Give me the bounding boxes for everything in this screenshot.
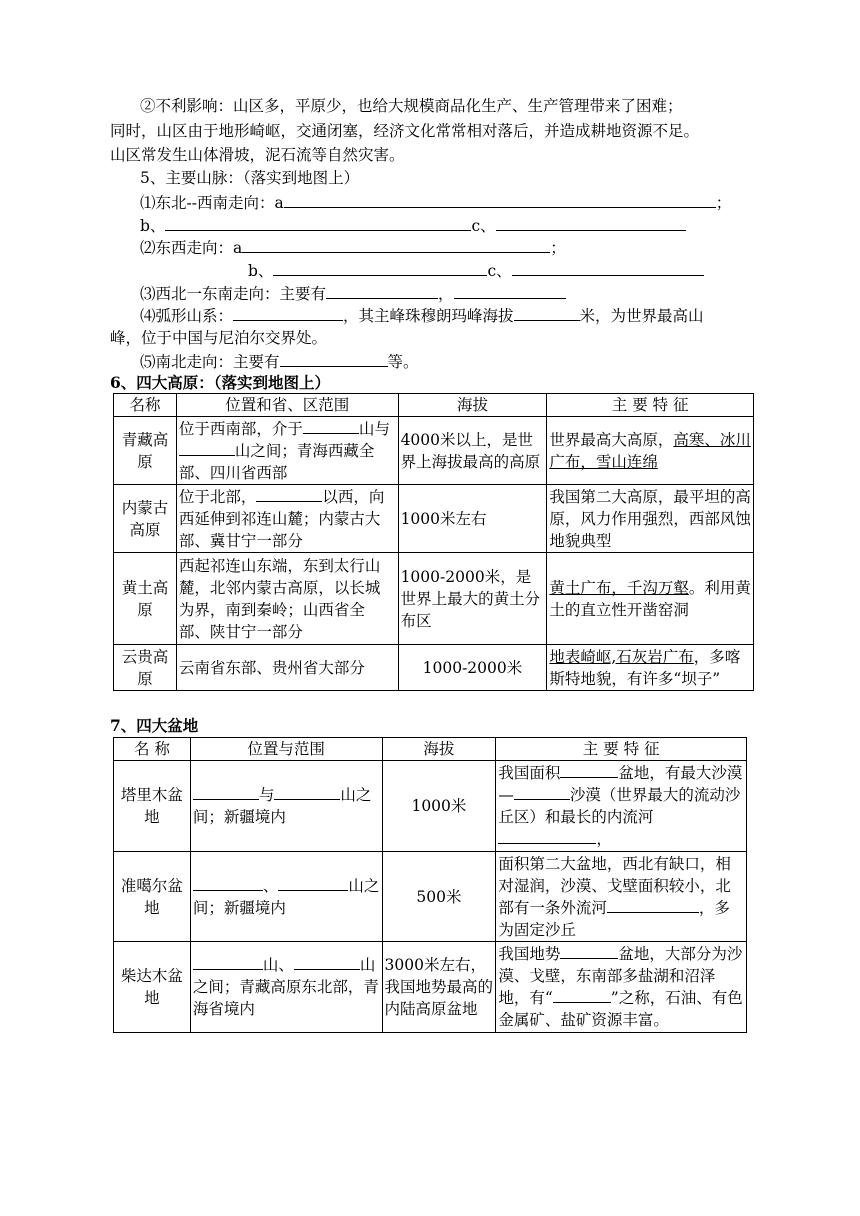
section-5-title: 5、主要山脉：（落实到地图上） (140, 169, 360, 187)
blank-field[interactable] (193, 875, 263, 891)
intro-line-3: 山区常发生山体滑坡，泥石流等自然灾害。 (110, 146, 405, 164)
ne-sw-line-2 (140, 214, 686, 237)
basin-altitude: 3000米左右，我国地势最高的内陆高原盆地 (382, 942, 496, 1033)
plateau-position: 云南省东部、贵州省大部分 (176, 645, 398, 691)
plateau-altitude: 1000-2000米，是世界上最大的黄土分布区 (398, 553, 547, 645)
basin-position: 、 山之间；新疆境内 (190, 852, 382, 942)
blank-field[interactable] (242, 236, 550, 253)
blank-field[interactable] (514, 784, 570, 800)
blank-field[interactable] (496, 214, 686, 231)
plateau-altitude: 1000-2000米 (398, 645, 547, 691)
basin-position: 与 山之间；新疆境内 (190, 761, 382, 852)
intro-line-2: 同时，山区由于地形崎岖，交通闭塞，经济文化常常相对落后，并造成耕地资源不足。 (110, 122, 700, 140)
header-altitude: 海拔 (382, 738, 496, 761)
blank-field[interactable] (193, 954, 263, 970)
header-name: 名称 (114, 394, 177, 417)
header-altitude: 海拔 (398, 394, 547, 417)
basin-position: 山、 山之间；青藏高原东北部，青海省境内 (190, 942, 382, 1033)
ne-sw-label: ⑴东北--西南走向：a (140, 194, 284, 212)
nw-se-label: ⑶西北一东南走向：主要有 (140, 285, 327, 303)
blank-field[interactable] (560, 762, 618, 778)
label-b: b、 (248, 262, 274, 280)
ew-line (140, 236, 566, 259)
blank-field[interactable] (256, 486, 322, 502)
plateau-features: 我国第二大高原，最平坦的高原，风力作用强烈，西部风蚀地貌典型 (547, 485, 754, 553)
arc-label: ⑷弧形山系： (140, 307, 234, 325)
nw-se-line (140, 282, 566, 305)
blank-field[interactable] (294, 954, 360, 970)
comma: ， (438, 285, 454, 303)
header-features: 主 要 特 征 (496, 738, 747, 761)
blank-field[interactable] (284, 191, 716, 208)
blank-field[interactable] (165, 214, 471, 231)
blank-field[interactable] (512, 259, 704, 276)
label-b: b、 (140, 217, 166, 235)
table-row (114, 485, 754, 553)
ns-line (140, 350, 419, 373)
basin-altitude: 500米 (382, 852, 496, 942)
blank-field[interactable] (553, 987, 611, 1003)
basin-altitude: 1000米 (382, 761, 496, 852)
blank-field[interactable] (303, 418, 359, 434)
plateau-name: 黄土高原 (114, 553, 177, 645)
blank-field[interactable] (278, 875, 348, 891)
ew-label: ⑵东西走向：a (140, 239, 243, 257)
ns-label: ⑸南北走向：主要有 (140, 353, 280, 371)
semicolon: ； (715, 194, 732, 212)
table-row (114, 553, 754, 645)
basin-name: 柴达木盆地 (114, 942, 191, 1033)
arc-end: 米，为世界最高山 (579, 307, 704, 325)
basin-features: 我国地势 盆地，大部分为沙漠、戈壁，东南部多盐湖和沼泽地，有“ ”之称，石油、有色金属矿、盐矿资源丰富。 (496, 942, 747, 1033)
table-row (114, 942, 747, 1033)
table-row (114, 417, 754, 485)
label-c: c、 (487, 262, 512, 280)
blank-field[interactable] (514, 304, 580, 321)
blank-field[interactable] (326, 282, 438, 299)
blank-field[interactable] (233, 304, 343, 321)
plateau-name: 青藏高原 (114, 417, 177, 485)
section-7-title: 7、四大盆地 (110, 716, 199, 735)
plateau-position: 位于北部， 以西，向西延伸到祁连山麓；内蒙古大部、冀甘宁一部分 (176, 485, 398, 553)
header-position: 位置与范围 (190, 738, 382, 761)
ne-sw-line (140, 191, 731, 214)
plateau-features: 黄土广布，千沟万壑。利用黄土的直立性开凿窑洞 (547, 553, 754, 645)
plateau-features: 地表崎岖,石灰岩广布，多喀斯特地貌，有许多“坝子” (547, 645, 754, 691)
basin-features: 面积第二大盆地，西北有缺口，相对湿润，沙漠、戈壁面积较小，北部有一条外流河 ，多为固定沙丘 (496, 852, 747, 942)
ew-line-2 (248, 259, 704, 282)
blank-field[interactable] (280, 350, 388, 367)
basin-name: 塔里木盆地 (114, 761, 191, 852)
intro-line-1: ②不利影响：山区多，平原少，也给大规模商品化生产、生产管理带来了困难； (140, 97, 683, 115)
header-features: 主 要 特 征 (547, 394, 754, 417)
plateau-features: 世界最高大高原，高寒、冰川广布，雪山连绵 (547, 417, 754, 485)
blank-field[interactable] (274, 784, 340, 800)
basin-name: 准噶尔盆地 (114, 852, 191, 942)
plateau-altitude: 1000米左右 (398, 485, 547, 553)
arc-line (140, 304, 704, 327)
arc-mid: ，其主峰珠穆朗玛峰海拔 (343, 307, 514, 325)
blank-field[interactable] (179, 440, 235, 456)
blank-field[interactable] (498, 828, 596, 844)
plateau-position: 位于西南部，介于 山与山之间；青海西藏全部、四川省西部 (176, 417, 398, 485)
table-row (114, 852, 747, 942)
blank-field[interactable] (607, 897, 699, 913)
label-c: c、 (471, 217, 496, 235)
table-row (114, 645, 754, 691)
header-position: 位置和省、区范围 (176, 394, 398, 417)
basin-features: 我国面积 盆地，有最大沙漠— 沙漠（世界最大的流动沙丘区）和最长的内流河， (496, 761, 747, 852)
basin-table (113, 737, 747, 1033)
section-6-title: 6、四大高原：（落实到地图上） (110, 373, 331, 392)
plateau-name: 内蒙古高原 (114, 485, 177, 553)
blank-field[interactable] (560, 943, 618, 959)
table-header-row (114, 394, 754, 417)
blank-field[interactable] (454, 282, 566, 299)
semicolon: ； (550, 239, 566, 257)
arc-line-2: 峰，位于中国与尼泊尔交界处。 (110, 329, 328, 347)
plateau-table (113, 393, 754, 691)
table-row (114, 761, 747, 852)
blank-field[interactable] (193, 784, 259, 800)
header-name: 名 称 (114, 738, 191, 761)
blank-field[interactable] (273, 259, 487, 276)
table-header-row (114, 738, 747, 761)
plateau-altitude: 4000米以上，是世界上海拔最高的高原 (398, 417, 547, 485)
ns-end: 等。 (387, 353, 419, 371)
plateau-position: 西起祁连山东端，东到太行山麓，北邻内蒙古高原，以长城为界，南到秦岭；山西省全部、陕甘宁一部分 (176, 553, 398, 645)
plateau-name: 云贵高原 (114, 645, 177, 691)
